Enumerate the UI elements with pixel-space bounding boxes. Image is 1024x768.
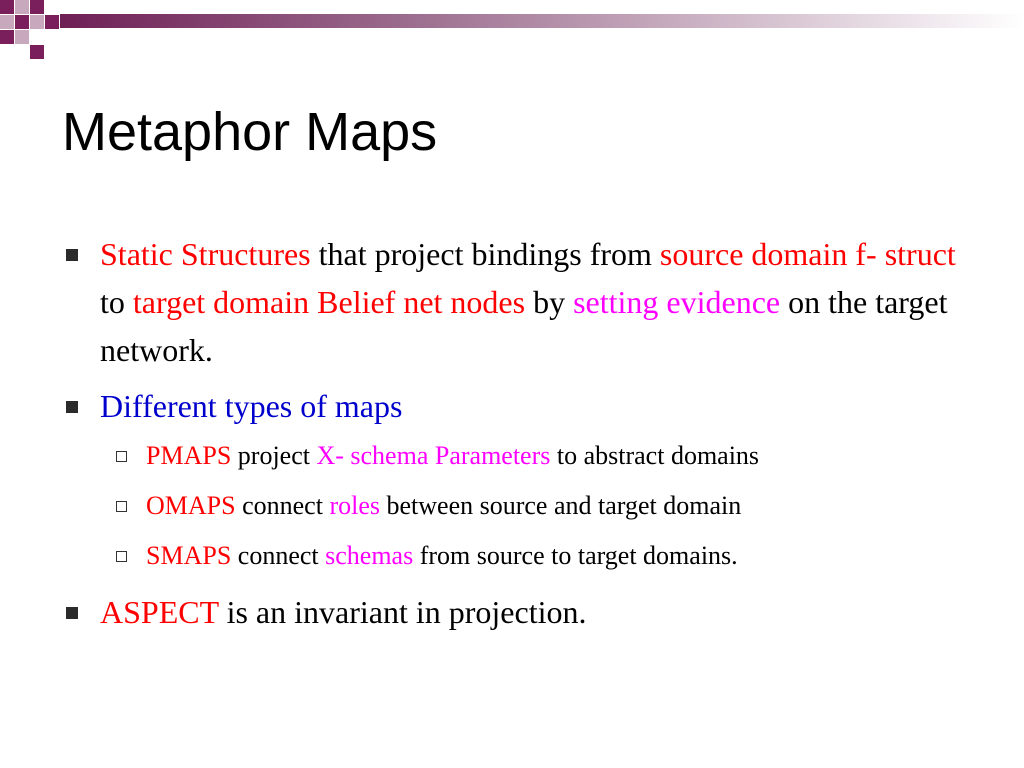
- sub-bullet-list: [62, 438, 962, 574]
- bullet-list: [62, 230, 962, 644]
- hollow-square-bullet-icon: [116, 451, 127, 462]
- bullet-different-types: Different types of maps: [62, 382, 962, 430]
- header-banner: [0, 0, 1024, 60]
- hollow-square-bullet-icon: [116, 501, 127, 512]
- slide-title: Metaphor Maps: [62, 102, 438, 162]
- hollow-square-bullet-icon: [116, 551, 127, 562]
- bullet-aspect: ASPECT is an invariant in projection.: [62, 588, 962, 636]
- square-bullet-icon: [66, 607, 78, 619]
- banner-gradient-bar: [60, 14, 1024, 28]
- sub-bullet-smaps: SMAPS connect schemas from source to target domains.: [62, 538, 962, 574]
- square-bullet-icon: [66, 249, 78, 261]
- sub-bullet-omaps: OMAPS connect roles between source and target domain: [62, 488, 962, 524]
- square-bullet-icon: [66, 401, 78, 413]
- bullet-static-structures: Static Structures that project bindings from source domain f- struct to target domain Belief net nodes by setting evidence on the target network.: [62, 230, 962, 374]
- banner-squares-logo: [0, 0, 59, 59]
- sub-bullet-pmaps: PMAPS project X- schema Parameters to abstract domains: [62, 438, 962, 474]
